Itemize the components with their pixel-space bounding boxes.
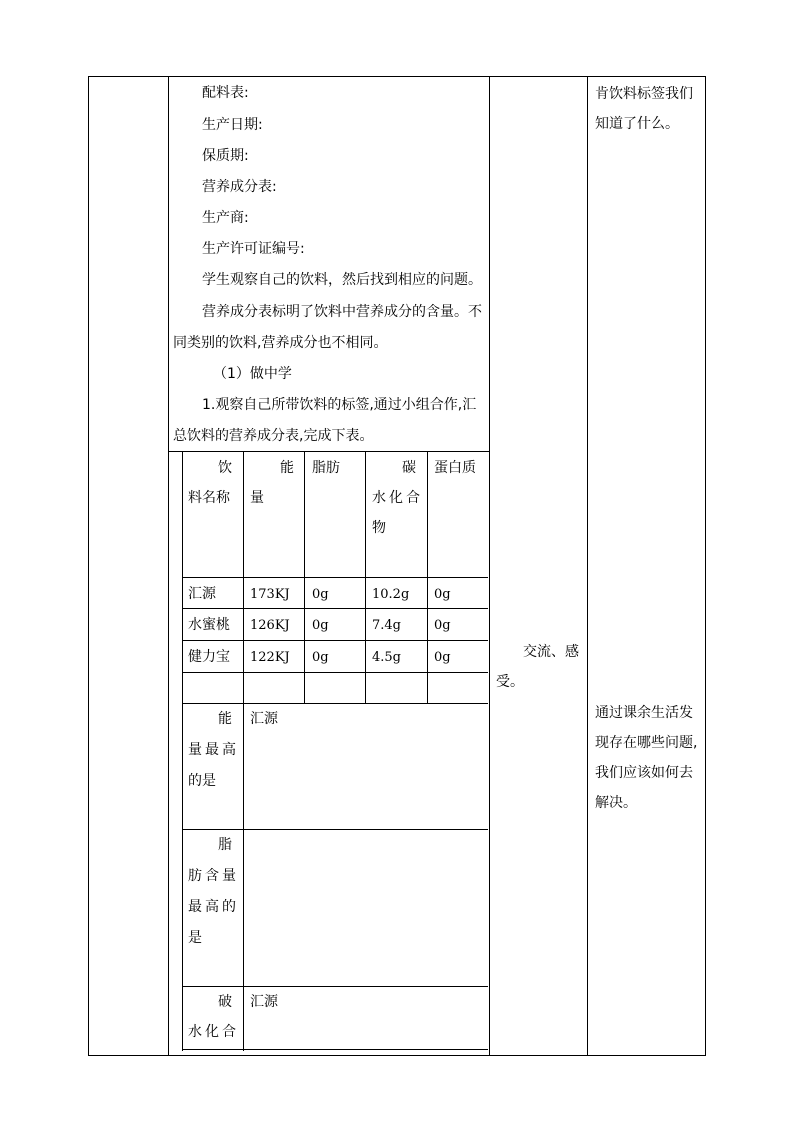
question-label: 能 <box>218 711 232 727</box>
text-line: 1.观察自己所带饮料的标签,通过小组合作,汇 <box>202 397 477 413</box>
header-energy: 能 <box>280 460 294 476</box>
row-energy: 173KJ <box>250 587 290 602</box>
header-name: 料名称 <box>188 490 230 506</box>
text-line: 生产商: <box>202 210 249 226</box>
text-line: 通过课余生活发 <box>595 705 693 721</box>
row-fat: 0g <box>312 650 329 665</box>
row-carb: 4.5g <box>372 650 401 665</box>
text-line: 营养成分表标明了饮料中营养成分的含量。不 <box>202 304 482 320</box>
header-fat: 脂肪 <box>312 460 340 476</box>
lesson-table <box>88 76 706 1056</box>
text-line: 交流、感 <box>523 644 579 660</box>
question-label: 脂 <box>218 837 232 853</box>
row-carb: 7.4g <box>372 618 401 633</box>
question-label: 的是 <box>188 773 216 789</box>
text-line: 受。 <box>496 674 524 690</box>
header-energy: 量 <box>250 490 264 506</box>
row-fat: 0g <box>312 618 329 633</box>
row-protein: 0g <box>434 587 451 602</box>
column-divider <box>489 77 490 1055</box>
row-protein: 0g <box>434 618 451 633</box>
row-energy: 122KJ <box>250 650 290 665</box>
row-protein: 0g <box>434 650 451 665</box>
row-name: 汇源 <box>188 586 216 602</box>
text-line: 同类别的饮料,营养成分也不相同。 <box>173 335 388 351</box>
row-name: 水蜜桃 <box>188 617 230 633</box>
text-line: 知道了什么。 <box>595 116 679 132</box>
header-carb: 碳 <box>402 460 416 476</box>
question-label: 水化合 <box>188 1024 239 1040</box>
row-carb: 10.2g <box>372 587 410 602</box>
text-line: 生产许可证编号: <box>202 241 305 257</box>
section-heading: （1）做中学 <box>213 366 292 382</box>
text-line: 保质期: <box>202 148 249 164</box>
design-intent <box>595 698 705 818</box>
text-line: 营养成分表: <box>202 179 277 195</box>
header-carb: 水化合 <box>372 490 423 506</box>
row-fat: 0g <box>312 587 329 602</box>
design-intent <box>595 79 705 139</box>
question-label: 肪含量 <box>188 868 239 884</box>
text-line: 现存在哪些问题, <box>595 735 698 751</box>
student-activity <box>496 637 586 697</box>
text-line: 肯饮料标签我们 <box>595 86 693 102</box>
text-line: 配料表: <box>202 85 249 101</box>
question-label: 是 <box>188 930 202 946</box>
question-answer: 汇源 <box>250 711 278 727</box>
text-line: 解决。 <box>595 795 637 811</box>
header-protein: 蛋白质 <box>434 460 476 476</box>
nutrition-table <box>182 451 488 1052</box>
row-name: 健力宝 <box>188 649 230 665</box>
header-name: 饮 <box>218 460 232 476</box>
question-answer: 汇源 <box>250 994 278 1010</box>
text-line: 生产日期: <box>202 117 263 133</box>
column-divider <box>587 77 588 1055</box>
question-label: 量最高 <box>188 742 239 758</box>
text-line: 学生观察自己的饮料，然后找到相应的问题。 <box>202 272 482 288</box>
row-energy: 126KJ <box>250 618 290 633</box>
question-label: 破 <box>218 994 232 1010</box>
text-line: 我们应该如何去 <box>595 765 693 781</box>
text-line: 总饮料的营养成分表,完成下表。 <box>173 428 374 444</box>
question-label: 最高的 <box>188 899 239 915</box>
header-carb: 物 <box>372 520 386 536</box>
